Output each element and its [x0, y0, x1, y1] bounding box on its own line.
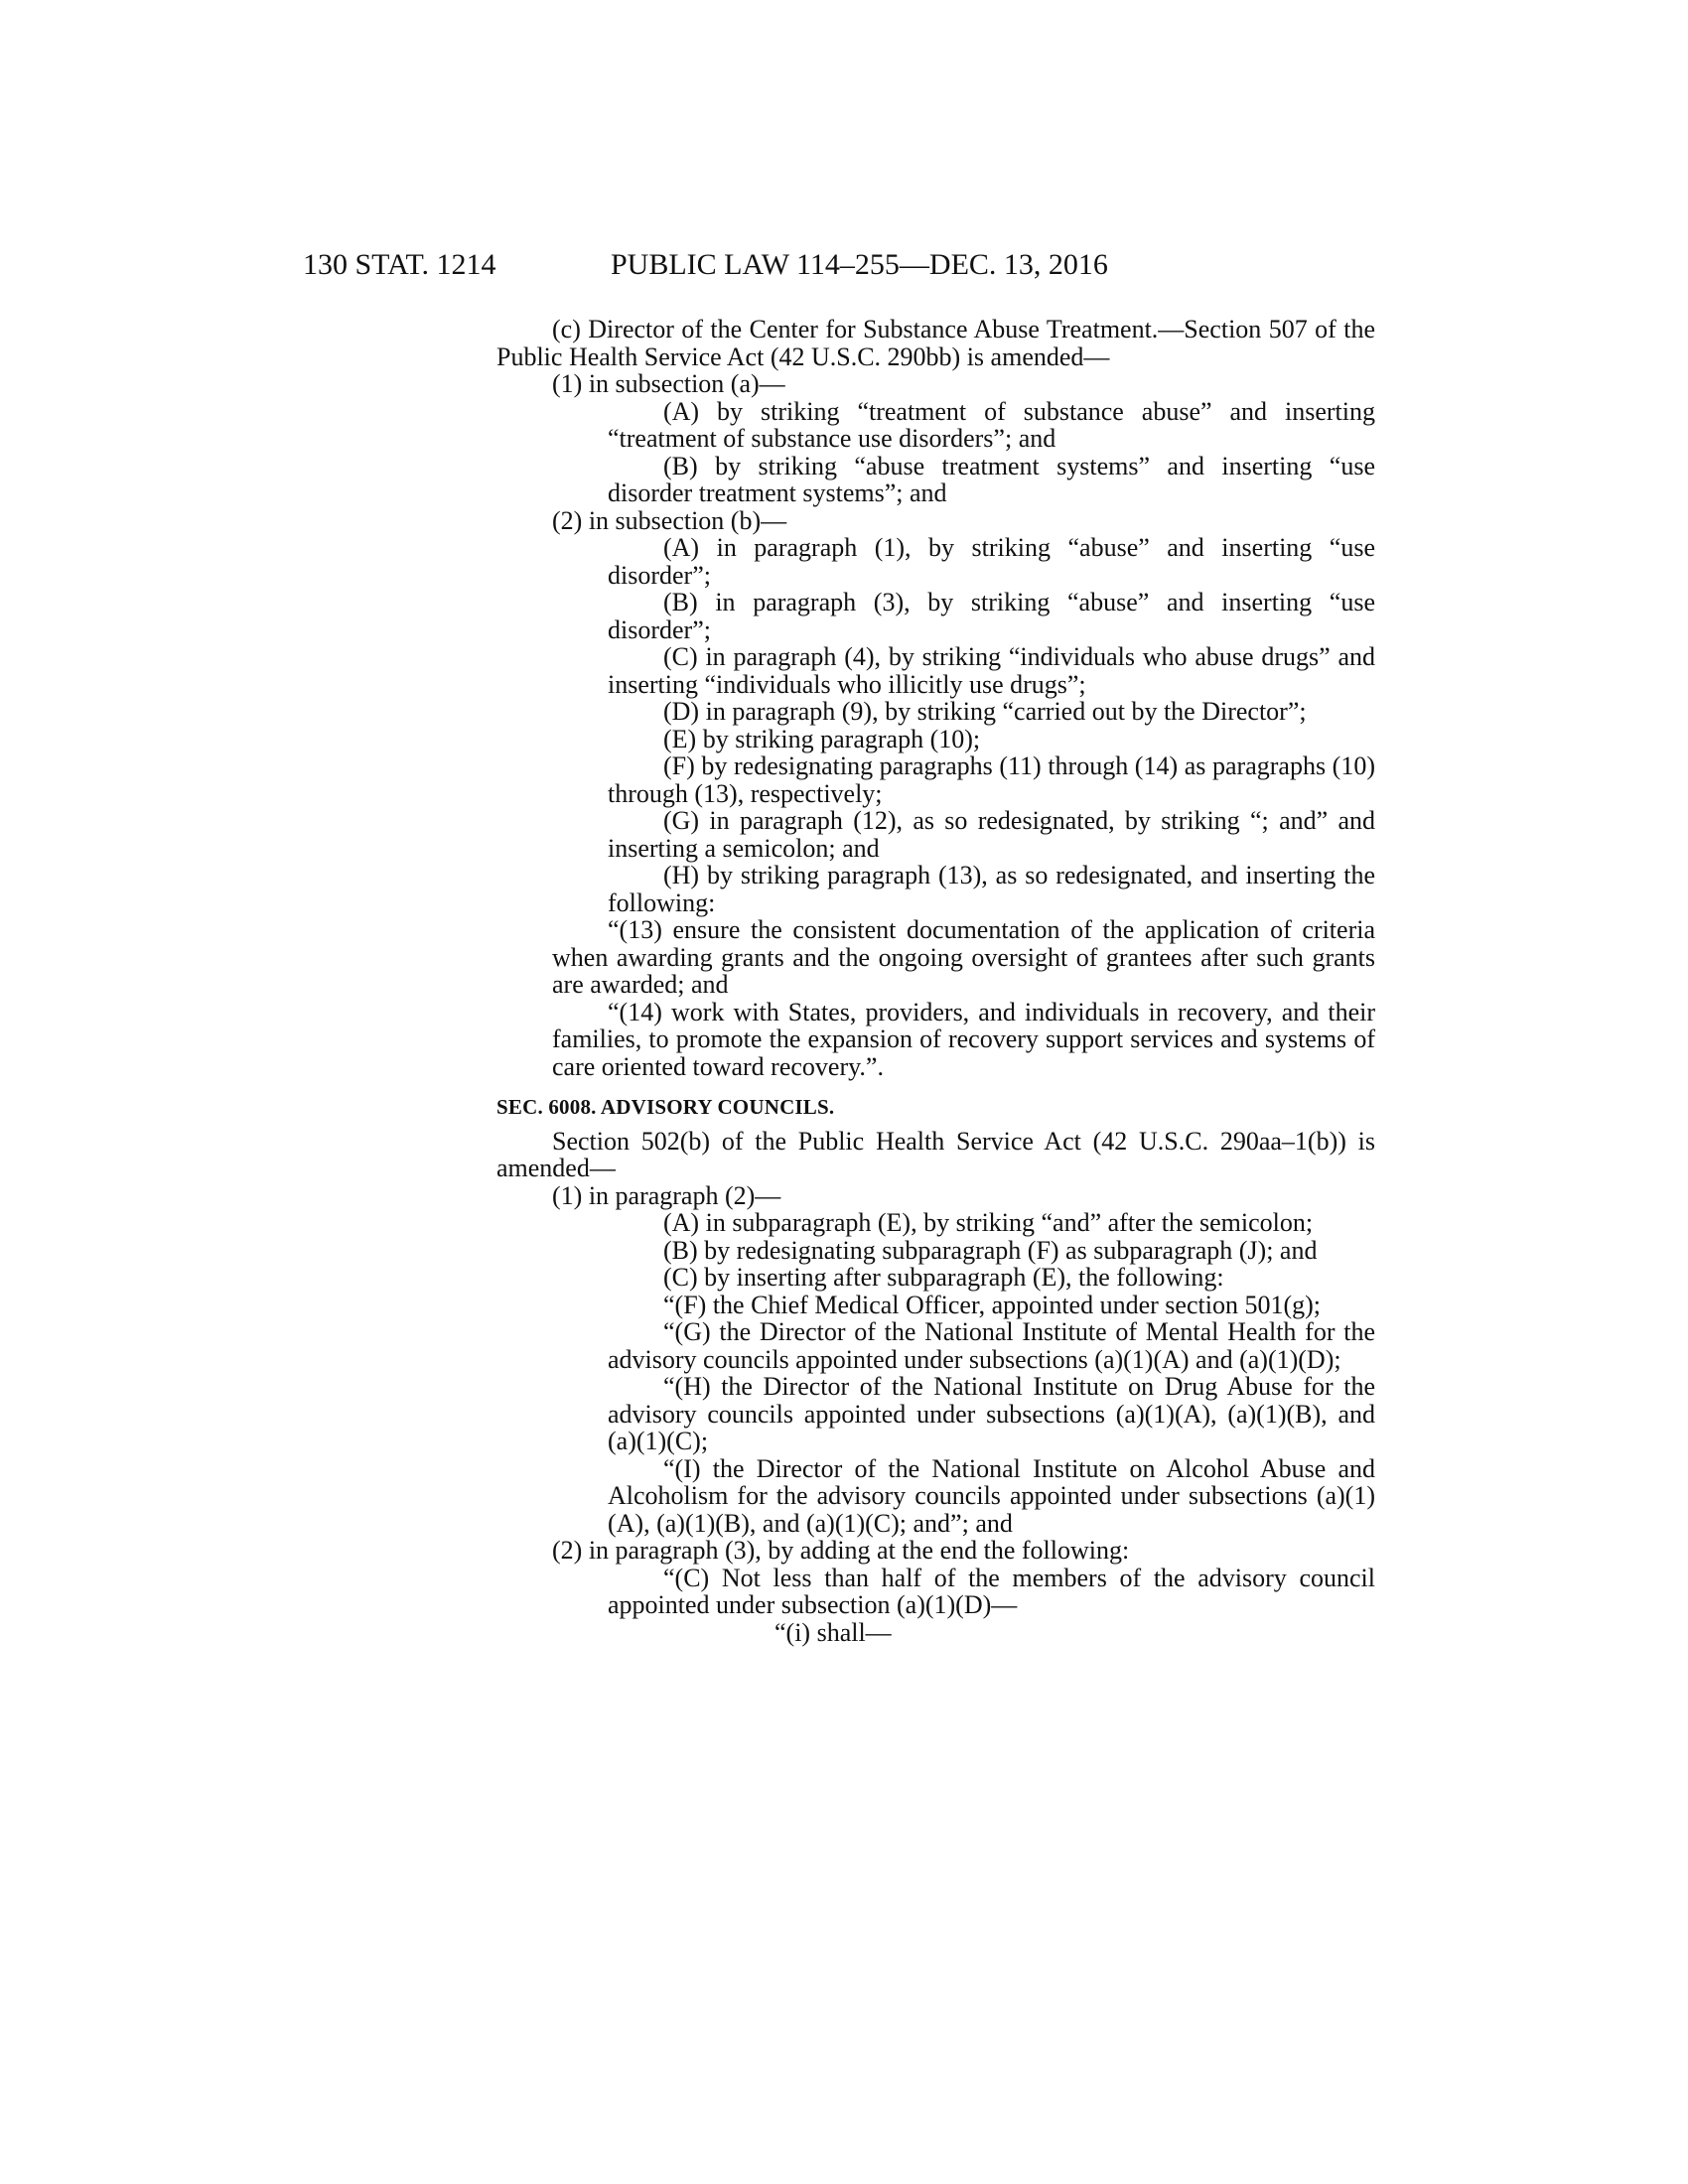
subparagraph-c2B: (B) in paragraph (3), by striking “abuse” and inserting “use disorder”;: [608, 588, 1375, 644]
quoted-subparagraph-F: “(F) the Chief Medical Officer, appointed under section 501(g);: [663, 1290, 1321, 1319]
subparagraph-c1B: (B) by striking “abuse treatment systems” and inserting “use disorder treatment systems”; and: [608, 451, 1375, 507]
subparagraph-s1A: (A) in subparagraph (E), by striking “and” after the semicolon;: [663, 1208, 1314, 1237]
quoted-subparagraph-H: “(H) the Director of the National Institute on Drug Abuse for the advisory councils appointed under subsections (a)(1)(A), (a)(1)(B), and (a)(1)(C);: [608, 1372, 1375, 1455]
paragraph-s2: (2) in paragraph (3), by adding at the end the following:: [552, 1536, 1130, 1565]
quoted-subparagraph-C: “(C) Not less than half of the members of the advisory council appointed under subsection (a)(1)(D)—: [608, 1563, 1375, 1619]
subparagraph-c2D: (D) in paragraph (9), by striking “carried out by the Director”;: [663, 697, 1307, 726]
subparagraph-c1A: (A) by striking “treatment of substance abuse” and inserting “treatment of substance use disorders”; and: [608, 396, 1375, 453]
subparagraph-c2E: (E) by striking paragraph (10);: [663, 724, 981, 753]
subparagraph-c2G: (G) in paragraph (12), as so redesignated, by striking “; and” and inserting a semicolon; and: [608, 806, 1375, 863]
paragraph-c1: (1) in subsection (a)—: [552, 369, 785, 398]
section-6008-heading: SEC. 6008. ADVISORY COUNCILS.: [496, 1095, 835, 1119]
subparagraph-c2C: (C) in paragraph (4), by striking “individuals who abuse drugs” and inserting “individuals who illicitly use drugs”;: [608, 642, 1375, 699]
paragraph-s1: (1) in paragraph (2)—: [552, 1180, 781, 1210]
subparagraph-s1C: (C) by inserting after subparagraph (E), the following:: [663, 1263, 1224, 1292]
subparagraph-s1B: (B) by redesignating subparagraph (F) as subparagraph (J); and: [663, 1235, 1318, 1265]
document-body: [496, 316, 1375, 1646]
subparagraph-c2H: (H) by striking paragraph (13), as so redesignated, and inserting the following:: [608, 861, 1375, 917]
quoted-subparagraph-G: “(G) the Director of the National Institute of Mental Health for the advisory councils appointed under subsections (a)(1)(A) and (a)(1)(D);: [608, 1317, 1375, 1374]
quoted-subparagraph-I: “(I) the Director of the National Institute on Alcohol Abuse and Alcoholism for the advisory councils appointed under subsections (a)(1)(A), (a)(1)(B), and (a)(1)(C); and”; and: [608, 1453, 1375, 1538]
section-6008-intro: Section 502(b) of the Public Health Service Act (42 U.S.C. 290aa–1(b)) is amended—: [496, 1126, 1375, 1182]
quoted-paragraph-14: “(14) work with States, providers, and individuals in recovery, and their families, to promote the expansion of recovery support services and systems of care oriented toward recovery.”.: [552, 997, 1375, 1081]
subparagraph-c2A: (A) in paragraph (1), by striking “abuse” and inserting “use disorder”;: [608, 533, 1375, 590]
quoted-clause-i: “(i) shall—: [774, 1617, 892, 1647]
running-header: [303, 248, 1375, 288]
quoted-paragraph-13: “(13) ensure the consistent documentation of the application of criteria when awarding grants and the ongoing oversight of grantees after such grants are awarded; and: [552, 915, 1375, 999]
paragraph-c2: (2) in subsection (b)—: [552, 505, 787, 535]
subparagraph-c2F: (F) by redesignating paragraphs (11) through (14) as paragraphs (10) through (13), respectively;: [608, 751, 1375, 808]
public-law-title: PUBLIC LAW 114–255—DEC. 13, 2016: [611, 248, 1108, 281]
stat-citation: 130 STAT. 1214: [303, 248, 496, 281]
subsection-c-heading: (c) Director of the Center for Substance Abuse Treatment.—Section 507 of the Public Health Service Act (42 U.S.C. 290bb) is amended—: [496, 315, 1375, 371]
